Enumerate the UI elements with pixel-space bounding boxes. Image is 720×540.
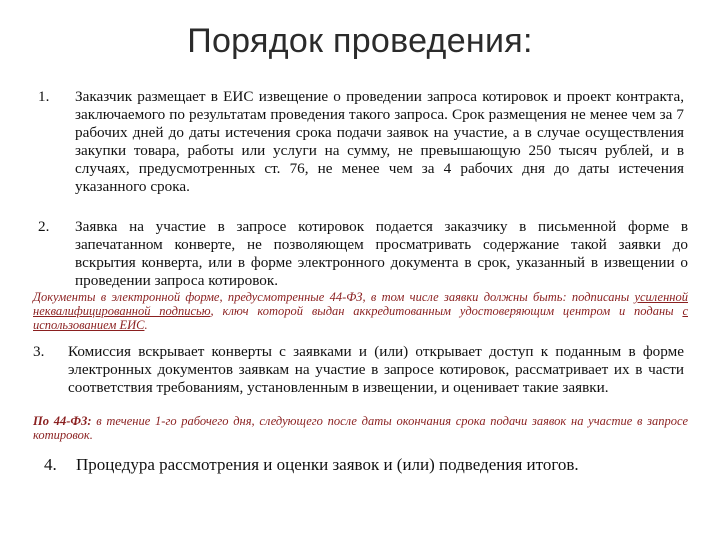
note-text: . [144,318,148,332]
note-underlined-signature: усиленной неквалифицированной подписью [33,290,688,318]
item-number: 2. [38,218,50,235]
item-number: 1. [38,88,50,105]
list-item: Комиссия вскрывает конверты с заявками и (или) открывает доступ к поданным в форме электронных документов заявкам на участие в запросе котировок, рассматривает их в части соответствия требованиям, установленным в извещении, и оценивает такие заявки. [68,343,684,396]
list-item: Процедура рассмотрения и оценки заявок и (или) подведения итогов. [76,455,579,474]
slide-title: Порядок проведения: [187,22,533,60]
list-item: Заявка на участие в запросе котировок подается заказчику в письменной форме в запечатанном конверте, не позволяющем просматривать содержание такой заявки до вскрытия конверта, или в форме электронного документа в срок, указанный в извещении о проведении запроса котировок. [75,218,688,289]
note-text: Документы в электронной форме, предусмотренные 44-ФЗ, в том числе заявки должны быть: подписаны [33,290,635,304]
list-item: Заказчик размещает в ЕИС извещение о проведении запроса котировок и проект контракта, заключаемого по результатам проведения такого запроса. Срок размещения не менее чем за 7 рабочих дней до даты истечения срока подачи заявок на участие, а в случае осуществления закупки товара, работы или услуги на сумму, не превышающую 250 тысяч рублей, и в случаях, предусмотренных ст. 76, не менее чем за 4 рабочих дня до даты истечения указанного срока. [75,88,684,195]
item-number: 3. [33,343,45,360]
note-44fz-deadline [33,414,688,442]
note-bold-label: По 44-ФЗ: [33,414,92,428]
note-electronic-documents [33,290,688,332]
note-text: , ключ которой выдан аккредитованным удостоверяющим центром и поданы [210,304,683,318]
note-underlined-eis: с использованием ЕИС [33,304,688,332]
note-text: в течение 1-го рабочего дня, следующего после даты окончания срока подачи заявок на участие в запросе котировок. [33,414,688,442]
item-number: 4. [44,455,57,474]
